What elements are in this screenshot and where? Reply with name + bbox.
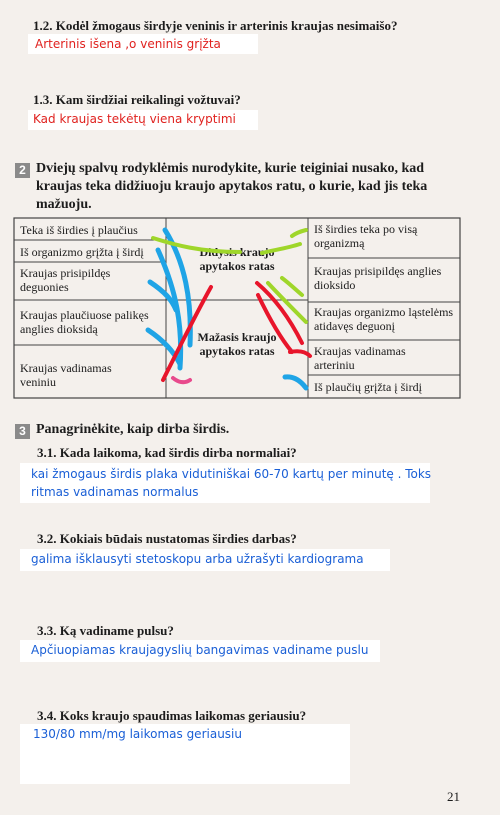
page-number: 21 bbox=[447, 789, 460, 804]
section-3-title: Panagrinėkite, kaip dirba širdis. bbox=[36, 422, 230, 437]
pink-marker-stroke bbox=[173, 378, 190, 382]
section-2-title-line: Dviejų spalvų rodyklėmis nurodykite, kurie teiginiai nusako, kad bbox=[36, 161, 425, 176]
left-cell: Kraujas plaučiuose palikęs anglies dioksidą bbox=[20, 308, 149, 336]
question-1-2: 1.2. Kodėl žmogaus širdyje veninis ir arterinis kraujas nesimaišo? bbox=[33, 18, 398, 33]
answer-3-3: Apčiuopiamas kraujagyslių bangavimas vadiname puslu bbox=[31, 643, 369, 657]
section-2-title-line: mažuoju. bbox=[36, 197, 92, 212]
green-marker-stroke bbox=[262, 244, 300, 253]
answer-3-1-line: kai žmogaus širdis plaka vidutiniškai 60-70 kartų per minutę . Toks bbox=[31, 467, 432, 481]
answer-3-2: galima išklausyti stetoskopu arba užrašyti kardiograma bbox=[31, 552, 364, 566]
right-cell: Iš širdies teka po visą organizmą bbox=[314, 222, 418, 250]
question-3-3: 3.3. Ką vadiname pulsu? bbox=[37, 623, 174, 638]
center-label-small-circulation: Mažasis kraujo apytakos ratas bbox=[197, 330, 277, 358]
blue-marker-stroke bbox=[285, 377, 306, 388]
center-label-big-circulation: Didysis kraujo apytakos ratas bbox=[199, 245, 275, 273]
question-3-4: 3.4. Koks kraujo spaudimas laikomas geriausiu? bbox=[37, 708, 307, 723]
question-3-1: 3.1. Kada laikoma, kad širdis dirba normaliai? bbox=[37, 445, 297, 460]
green-marker-stroke bbox=[282, 278, 302, 295]
right-cell: Kraujas organizmo ląstelėms atidavęs deguonį bbox=[314, 305, 454, 333]
left-cell: Kraujas vadinamas veniniu bbox=[20, 361, 112, 389]
answer-1-3: Kad kraujas tekėtų viena kryptimi bbox=[33, 112, 236, 126]
right-cell: Iš plaučių grįžta į širdį bbox=[314, 380, 422, 394]
left-cell: Iš organizmo grįžta į širdį bbox=[20, 245, 144, 259]
green-marker-stroke bbox=[292, 230, 306, 236]
question-3-2: 3.2. Kokiais būdais nustatomas širdies darbas? bbox=[37, 531, 297, 546]
left-cell: Teka iš širdies į plaučius bbox=[20, 223, 138, 237]
section-2-title-line: kraujas teka didžiuoju kraujo apytakos ratu, o kurie, kad jis teka bbox=[36, 179, 428, 194]
answer-1-2: Arterinis išena ,o veninis grįžta bbox=[35, 37, 221, 51]
green-marker-stroke bbox=[153, 238, 240, 252]
right-cell: Kraujas vadinamas arteriniu bbox=[314, 344, 406, 372]
answer-3-1-line: ritmas vadinamas normalus bbox=[31, 485, 199, 499]
right-cell: Kraujas prisipildęs anglies dioksido bbox=[314, 264, 442, 292]
left-cell: Kraujas prisipildęs deguonies bbox=[20, 266, 111, 294]
question-1-3: 1.3. Kam širdžiai reikalingi vožtuvai? bbox=[33, 92, 241, 107]
answer-3-4: 130/80 mm/mg laikomas geriausiu bbox=[33, 727, 242, 741]
section-3-badge: 3 bbox=[15, 424, 30, 439]
section-2-badge: 2 bbox=[15, 163, 30, 178]
